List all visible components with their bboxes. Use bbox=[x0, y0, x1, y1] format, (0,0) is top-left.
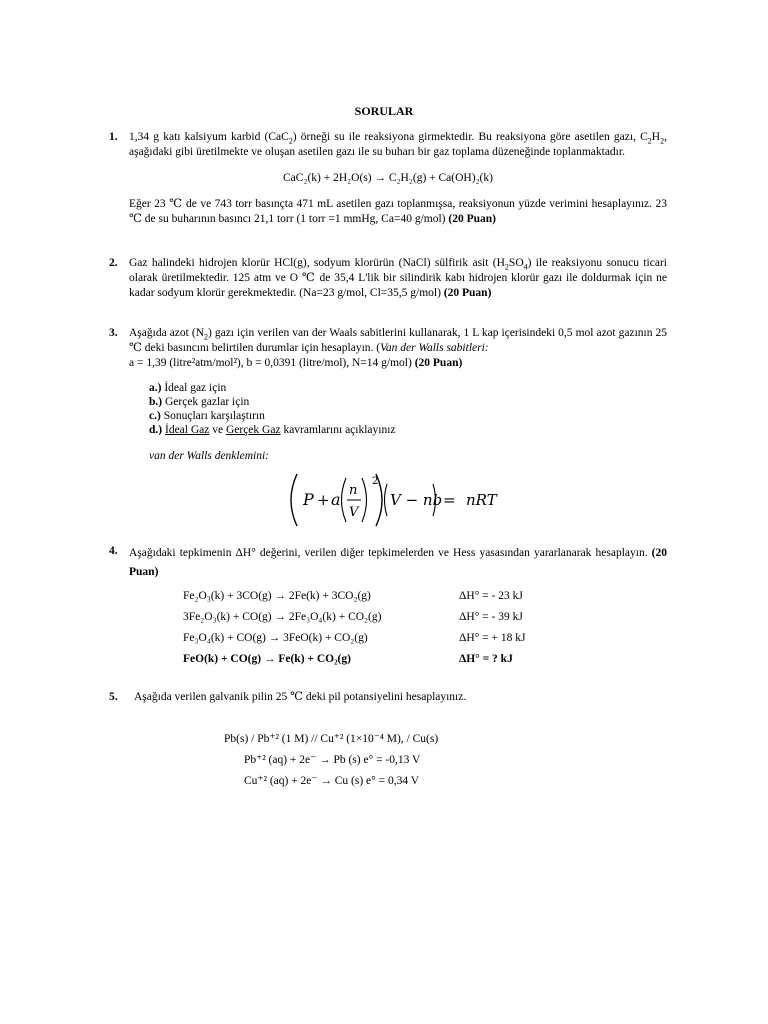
sub-question-a: a.) İdeal gaz için bbox=[149, 382, 227, 394]
svg-text:V: V bbox=[349, 505, 359, 520]
svg-text:a: a bbox=[331, 490, 341, 509]
question-number: 1. bbox=[109, 131, 118, 143]
reactions-table bbox=[183, 586, 526, 670]
question-text-2: Eğer 23 ℃ de ve 743 torr basınçta 471 mL asetilen gazı toplanmışsa, reaksiyonun yüzde verimini hesaplayınız. 23 ℃ de su buharının basıncı 21,1 torr (1 torr =1 mmHg, Ca=40 g/mol) (20 Puan) bbox=[129, 198, 667, 225]
svg-text:P: P bbox=[303, 490, 314, 509]
svg-text:n: n bbox=[349, 483, 358, 498]
question-1 bbox=[109, 130, 667, 227]
vdw-label: van der Walls denklemini: bbox=[149, 450, 269, 462]
reaction-row: Fe₃O₄(k) + CO(g) → 3FeO(k) + CO₂(g) ΔH° = + 18 kJ bbox=[183, 632, 526, 644]
question-number: 3. bbox=[109, 327, 118, 339]
reaction-equation: CaC₂(k) + 2H₂O(s) → C₂H₂(g) + Ca(OH)₂(k) bbox=[283, 172, 493, 184]
half-reaction-pb: Pb⁺² (aq) + 2e⁻ → Pb (s) e° = -0,13 V bbox=[244, 754, 421, 766]
target-reaction-row: FeO(k) + CO(g) → Fe(k) + CO₂(g) ΔH° = ? kJ bbox=[183, 653, 513, 665]
svg-text:2: 2 bbox=[372, 476, 379, 487]
svg-text:nRT: nRT bbox=[466, 491, 497, 509]
reaction-row: Fe₂O₃(k) + 3CO(g) → 2Fe(k) + 3CO₂(g) ΔH° = - 23 kJ bbox=[183, 590, 523, 602]
question-number: 5. bbox=[109, 691, 118, 703]
question-text: Gaz halindeki hidrojen klorür HCl(g), sodyum klorürün (NaCl) sülfirik asit $(H_2SO_4)$ ile reaksiyonu sonucu ticari olarak üretilmektedir. 125 atm ve O ℃ de 35,4 L'lik bir silindirik kabı hidrojen klorür gazı ile doldurmak için ne kadar sodyum klorür gerekmektedir. (Na=23 g/mol, Cl=35,5 g/mol) (20 Puan) bbox=[129, 257, 667, 299]
question-text: Aşağıda verilen galvanik pilin 25 ℃ deki pil potansiyelini hesaplayınız. bbox=[134, 691, 467, 703]
question-number: 4. bbox=[109, 545, 118, 557]
sub-question-c: c.) Sonuçları karşılaştırın bbox=[149, 410, 265, 422]
svg-text:=: = bbox=[443, 491, 456, 509]
points: (20 Puan) bbox=[129, 547, 667, 578]
question-2 bbox=[109, 256, 667, 301]
question-number: 2. bbox=[109, 257, 118, 269]
question-3 bbox=[109, 326, 667, 464]
reaction-row: 3Fe₂O₃(k) + CO(g) → 2Fe₃O₄(k) + CO₂(g) ΔH° = - 39 kJ bbox=[183, 611, 523, 623]
cell-notation: Pb(s) / Pb⁺² (1 M) // Cu⁺² (1×10⁻⁴ M), / Cu(s) bbox=[224, 733, 439, 745]
question-4 bbox=[109, 544, 667, 670]
constants-line: a = 1,39 (litre²atm/mol²), b = 0,0391 (litre/mol), N=14 g/mol) (20 Puan) bbox=[129, 357, 463, 369]
points: (20 Puan) bbox=[443, 287, 492, 299]
svg-text:V − nb: V − nb bbox=[390, 491, 443, 509]
question-text: Aşağıda azot $(N_2)$ gazı için verilen van der Waals sabitlerini kullanarak, 1 L kap içerisindeki 0,5 mol azot gazının 25 ℃ deki basıncını belirtilen durumlar için hesaplayın. (Van der Walls sabitleri: bbox=[129, 327, 667, 354]
points: (20 Puan) bbox=[448, 213, 496, 225]
vdw-equation bbox=[283, 470, 523, 530]
svg-text:+: + bbox=[317, 491, 330, 509]
question-5 bbox=[109, 690, 667, 705]
points: (20 Puan) bbox=[414, 357, 463, 369]
question-text: Aşağıdaki tepkimenin ΔH° değerini, verilen diğer tepkimelerden ve Hess yasasından yararlanarak hesaplayın. (20 Puan) bbox=[129, 547, 667, 578]
sub-question-d: d.) İdeal Gaz ve Gerçek Gaz kavramlarını açıklayınız bbox=[149, 424, 396, 436]
question-text: 1,34 g katı kalsiyum karbid (CaC$_2$) örneği su ile reaksiyona girmektedir. Bu reaksiyona göre asetilen gazı, $C_2H_2$, aşağıdaki gibi üretilmekte ve oluşan asetilen gazı ile su buharı bir gaz toplama düzeneğinde toplanmaktadır. bbox=[129, 131, 667, 158]
half-reaction-cu: Cu⁺² (aq) + 2e⁻ → Cu (s) e° = 0,34 V bbox=[244, 775, 420, 787]
page-title: SORULAR bbox=[354, 104, 414, 118]
sub-question-b: b.) Gerçek gazlar için bbox=[149, 396, 250, 408]
sub-questions bbox=[149, 381, 667, 437]
